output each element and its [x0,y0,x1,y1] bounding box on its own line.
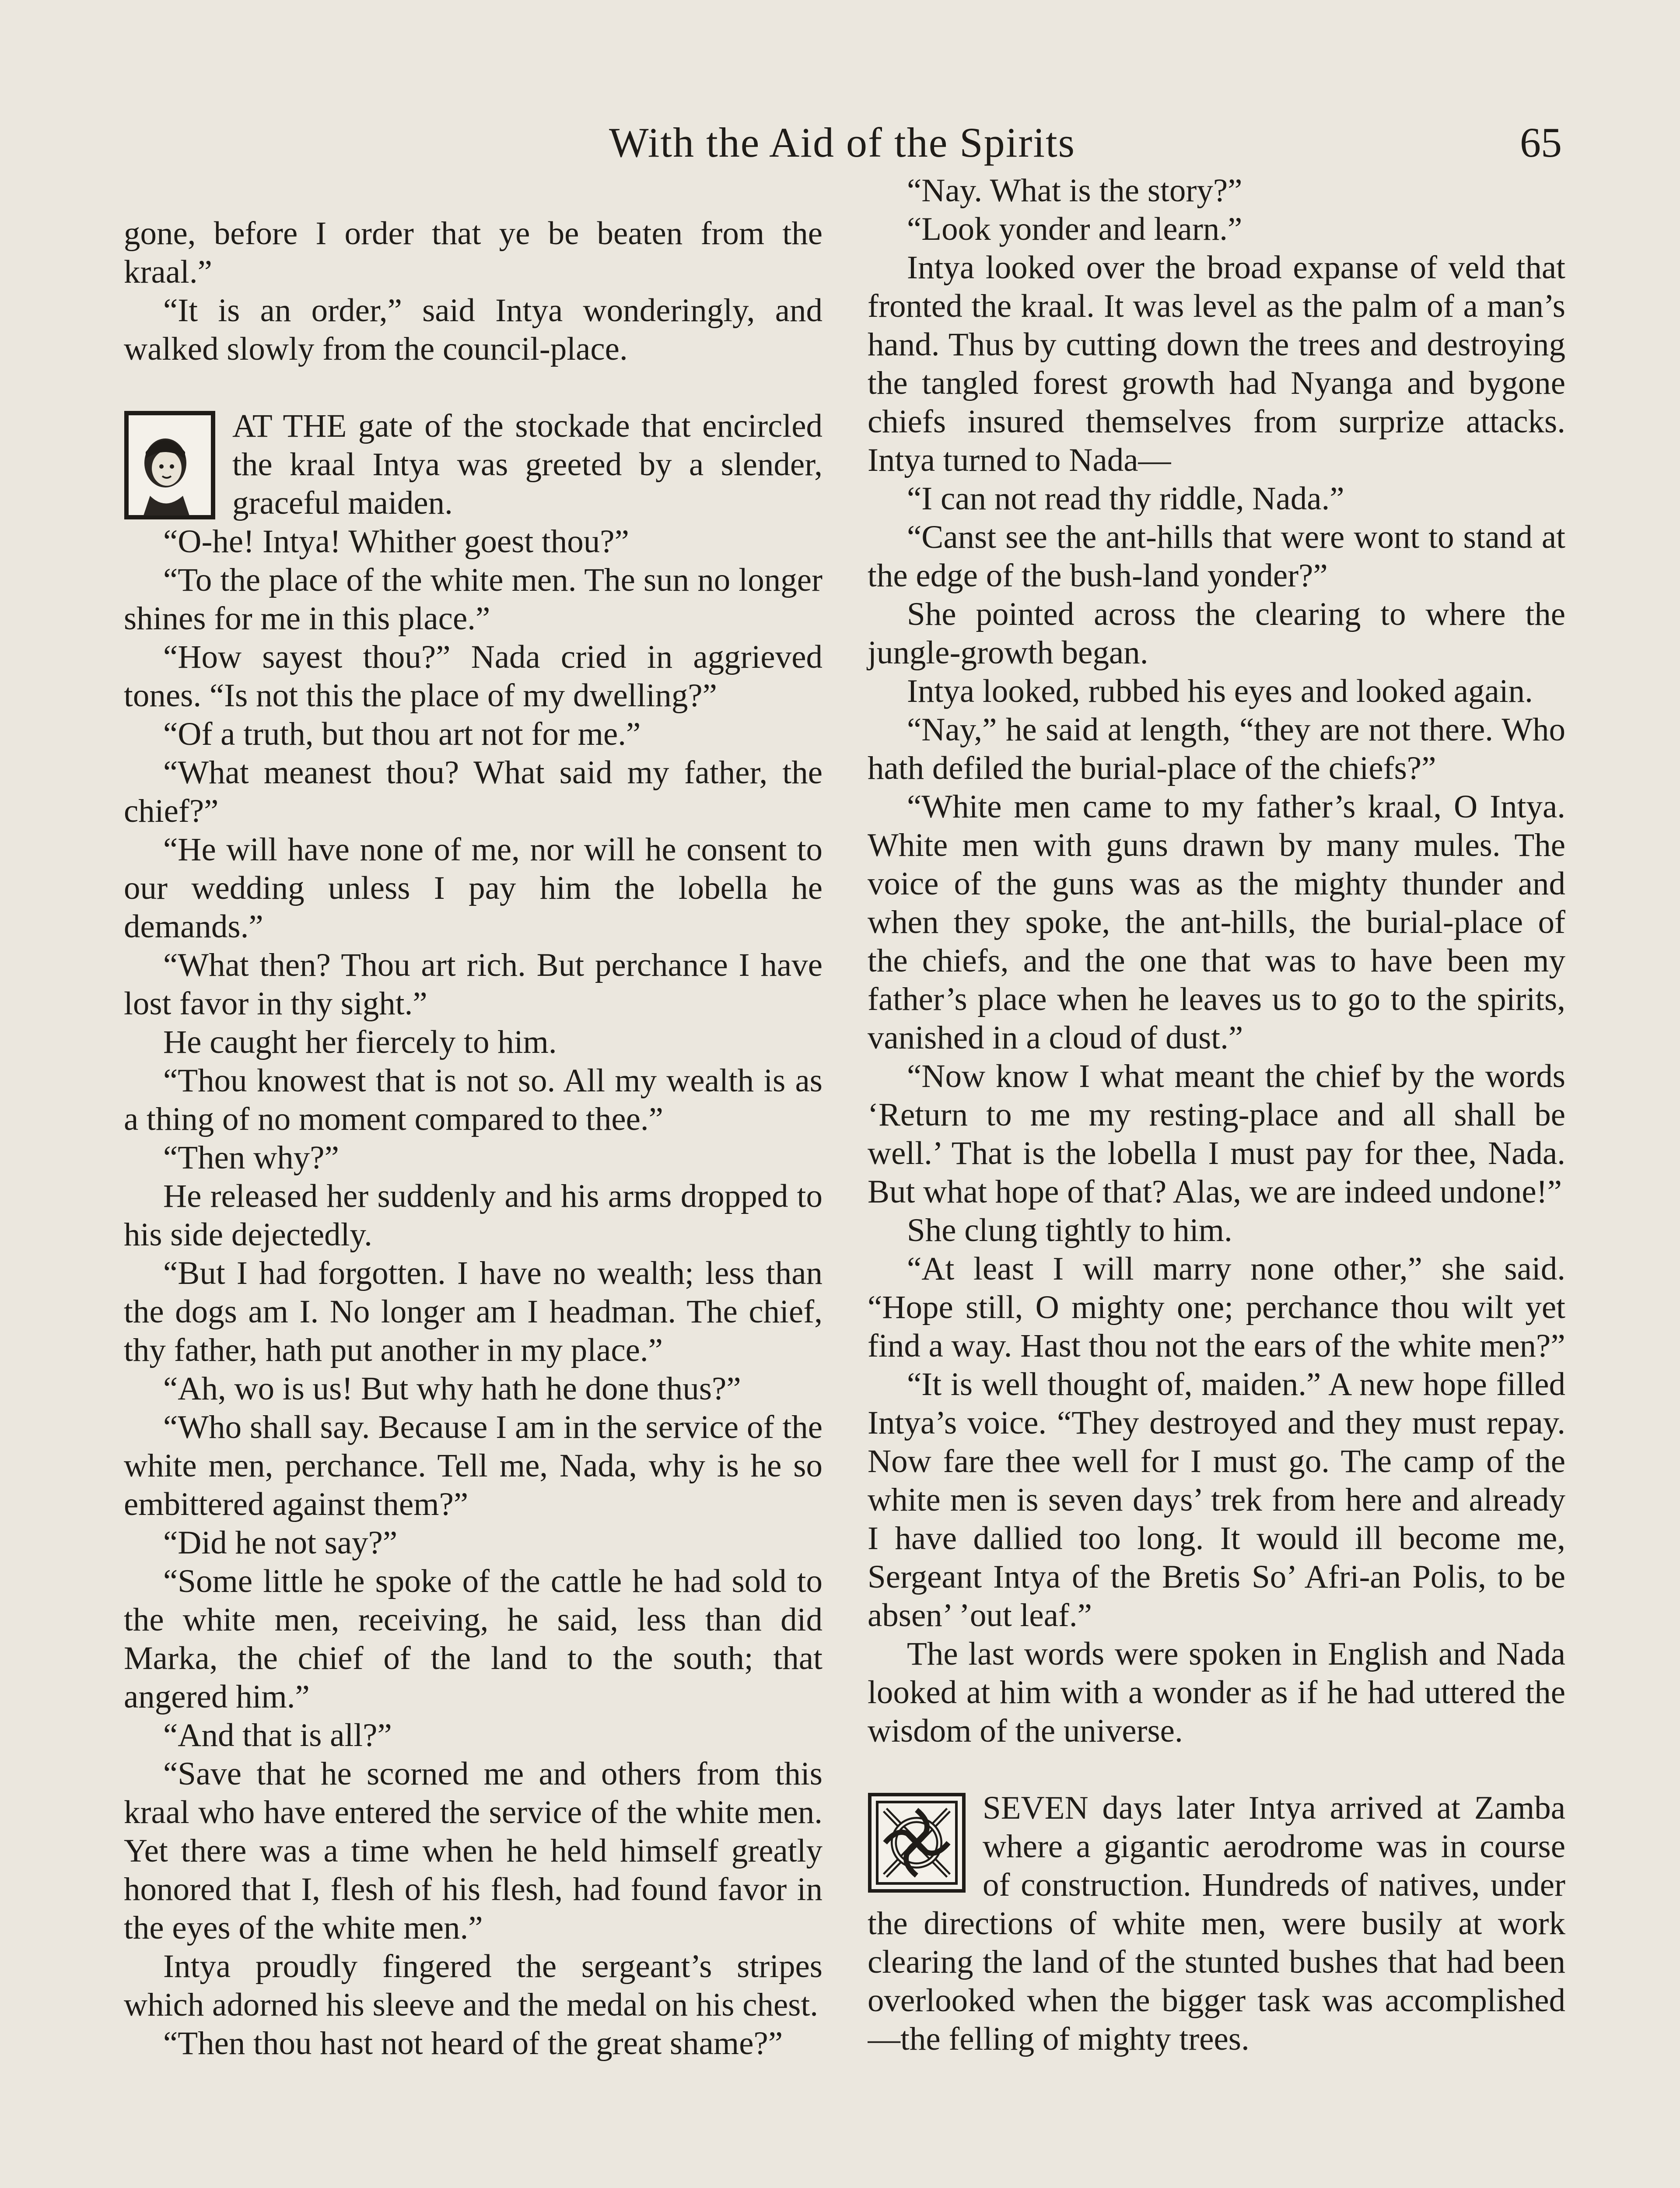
paragraph: “Save that he scorned me and others from this kraal who have entered the service of the white men. Yet there was a time when he held himself greatly honored that I, flesh of his flesh, had found favor in the eyes of the white men.” [124,1756,822,1946]
paragraph: “Nay,” he said at length, “they are not there. Who hath defiled the burial-place of the chiefs?” [868,712,1565,786]
paragraph: “What meanest thou? What said my father, the chief?” [124,754,822,829]
story-title: With the Aid of the Spirits [609,119,1076,166]
running-header [122,118,1562,171]
section-break [868,1750,1565,1789]
paragraph: “Nay. What is the story?” [907,172,1242,209]
paragraph: “O-he! Intya! Whither goest thou?” [163,523,629,560]
paragraph: “Some little he spoke of the cattle he had sold to the white men, receiving, he said, less than did Marka, the chief of the land to the south; that angered him.” [124,1563,822,1715]
right-column [868,172,1565,2058]
paragraph: “It is well thought of, maiden.” A new hope filled Intya’s voice. “They destroyed and they must repay. Now fare thee well for I must go. The camp of the white men is seven days’ trek from here and already I have dallied too long. It would ill become me, Sergeant Intya of the Bretis So’ Afri-an Polis, to be absen’ ’out leaf.” [868,1366,1565,1634]
paragraph: She pointed across the clearing to where the jungle-growth began. [868,596,1565,671]
paragraph: Intya looked, rubbed his eyes and looked again. [907,673,1533,709]
paragraph: SEVEN days later Intya arrived at Zamba where a gigantic aerodrome was in course of construction. Hundreds of natives, under the directions of white men, were busily at work clearing the land of the stunted bushes that had been overlooked when the bigger task was accomplished—the felling of mighty trees. [868,1790,1565,2057]
portrait-ornament-icon [124,410,216,520]
paragraph: The last words were spoken in English and Nada looked at him with a wonder as if he had uttered the wisdom of the universe. [868,1636,1565,1749]
paragraph: “Who shall say. Because I am in the service of the white men, perchance. Tell me, Nada, why is he so embittered against them?” [124,1409,822,1522]
paragraph: AT THE gate of the stockade that encircled the kraal Intya was greeted by a slender, graceful maiden. [232,408,822,521]
paragraph: “He will have none of me, nor will he consent to our wedding unless I pay him the lobella he demands.” [124,831,822,945]
paragraph: “White men came to my father’s kraal, O Intya. White men with guns drawn by many mules. The voice of the guns was as the mighty thunder and when they spoke, the ant-hills, the burial-place of the chiefs, and the one that was to have been my father’s place when he leaves us to go to the spirits, vanished in a cloud of dust.” [868,789,1565,1056]
left-column [124,214,822,2063]
paragraph: “Look yonder and learn.” [907,211,1242,247]
paragraph: “And that is all?” [163,1717,392,1753]
paragraph: “It is an order,” said Intya wonderingly, and walked slowly from the council-place. [124,292,822,367]
paragraph: He released her suddenly and his arms dropped to his side dejectedly. [124,1178,822,1253]
paragraph: “Then thou hast not heard of the great shame?” [163,2025,783,2062]
paragraph: Intya looked over the broad expanse of veld that fronted the kraal. It was level as the palm of a man’s hand. Thus by cutting down the trees and destroying the tangled forest growth had Nyanga and bygone chiefs insured themselves from surprize attacks. Intya turned to Nada— [868,249,1565,478]
paragraph: “How sayest thou?” Nada cried in aggrieved tones. “Is not this the place of my dwelling?” [124,639,822,714]
paragraph: “I can not read thy riddle, Nada.” [907,480,1344,517]
paragraph: “What then? Thou art rich. But perchance I have lost favor in thy sight.” [124,947,822,1022]
paragraph: “Of a truth, but thou art not for me.” [163,716,641,752]
section-opening [124,407,822,522]
paragraph: gone, before I order that ye be beaten from the kraal.” [124,215,822,290]
page-number: 65 [1520,119,1562,166]
paragraph: “Thou knowest that is not so. All my wealth is as a thing of no moment compared to thee.” [124,1062,822,1137]
paragraph: “To the place of the white men. The sun no longer shines for me in this place.” [124,562,822,637]
paragraph: “At least I will marry none other,” she said. “Hope still, O mighty one; perchance thou wilt yet find a way. Hast thou not the ears of the white men?” [868,1251,1565,1364]
paragraph: “Canst see the ant-hills that were wont to stand at the edge of the bush-land yonder?” [868,519,1565,594]
section-break [124,368,822,407]
paragraph: “Now know I what meant the chief by the words ‘Return to me my resting-place and all shall be well.’ That is the lobella I must pay for thee, Nada. But what hope of that? Alas, we are indeed undone!” [868,1058,1565,1210]
paragraph: “Did he not say?” [163,1525,398,1561]
paragraph: She clung tightly to him. [907,1212,1232,1248]
paragraph: He caught her fiercely to him. [163,1024,557,1060]
paragraph: “Then why?” [163,1140,339,1176]
celtic-knot-ornament-icon [868,1792,966,1893]
paragraph: “But I had forgotten. I have no wealth; less than the dogs am I. No longer am I headman. The chief, thy father, hath put another in my place.” [124,1255,822,1368]
section-opening [868,1789,1565,2058]
paragraph: Intya proudly fingered the sergeant’s stripes which adorned his sleeve and the medal on his chest. [124,1948,822,2023]
paragraph: “Ah, wo is us! But why hath he done thus?” [163,1371,741,1407]
